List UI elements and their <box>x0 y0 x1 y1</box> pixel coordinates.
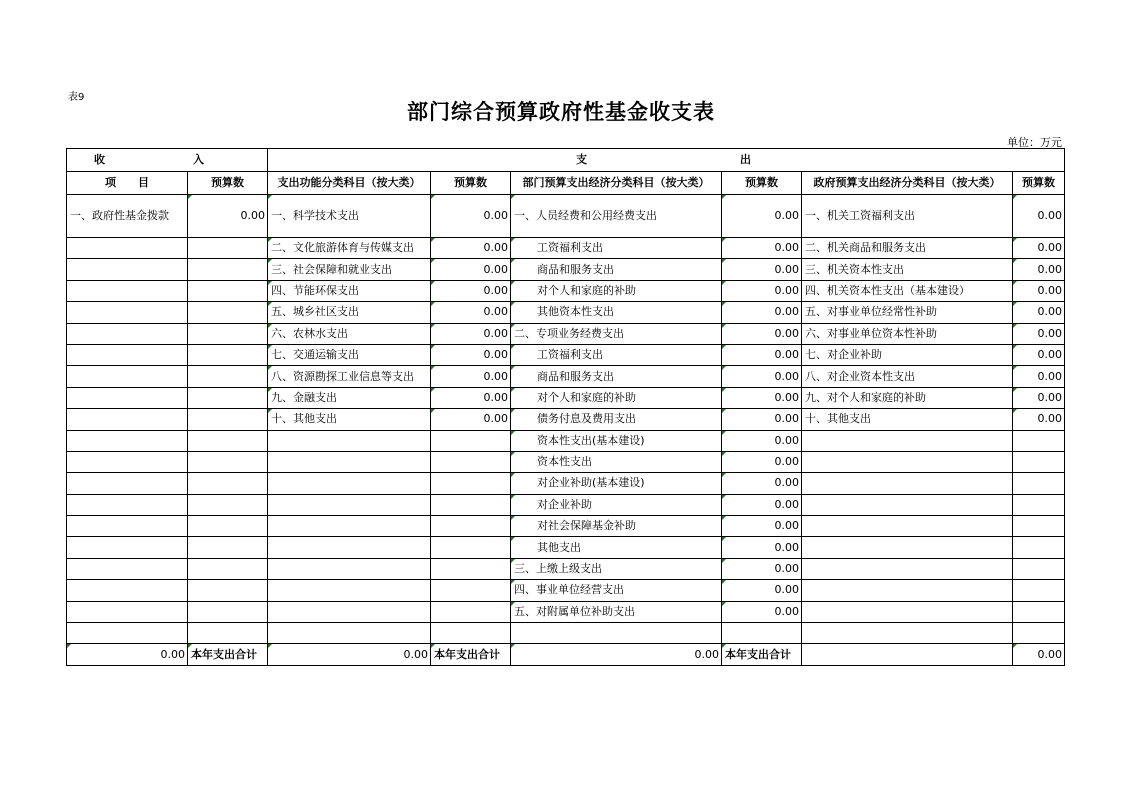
income-item-cell <box>67 409 188 430</box>
gov-econ-amount-cell: 0.00 <box>1013 409 1065 430</box>
col-header-item: 项 目 <box>67 172 188 195</box>
income-item-cell <box>67 451 188 472</box>
gov-econ-category-cell <box>802 558 1013 579</box>
gov-econ-category-cell <box>802 537 1013 558</box>
col-header-budget: 预算数 <box>188 172 268 195</box>
dept-econ-category-cell: 商品和服务支出 <box>511 259 722 280</box>
total-dept-amount: 0.00 <box>511 644 722 665</box>
income-amount-cell <box>188 344 268 365</box>
dept-econ-amount-cell: 0.00 <box>722 387 802 408</box>
gov-econ-amount-cell: 0.00 <box>1013 387 1065 408</box>
gov-econ-amount-cell <box>1013 451 1065 472</box>
income-amount-cell <box>188 473 268 494</box>
dept-econ-category-cell: 商品和服务支出 <box>511 366 722 387</box>
dept-econ-category-cell: 三、上缴上级支出 <box>511 558 722 579</box>
func-amount-cell <box>431 473 511 494</box>
expense-header-a: 支 <box>576 153 587 166</box>
gov-econ-category-cell <box>802 516 1013 537</box>
dept-econ-amount-cell: 0.00 <box>722 302 802 323</box>
dept-econ-category-cell: 其他支出 <box>511 537 722 558</box>
income-amount-cell <box>188 580 268 601</box>
income-amount-cell <box>188 323 268 344</box>
income-amount-cell <box>188 623 268 644</box>
expense-header-b: 出 <box>740 153 752 166</box>
income-amount-cell <box>188 430 268 451</box>
income-amount-cell <box>188 516 268 537</box>
dept-econ-category-cell: 一、人员经费和公用经费支出 <box>511 195 722 238</box>
income-amount-cell: 0.00 <box>188 195 268 238</box>
income-header <box>67 149 268 172</box>
func-category-cell: 九、金融支出 <box>268 387 431 408</box>
table-row <box>67 580 1065 601</box>
func-amount-cell <box>431 558 511 579</box>
func-amount-cell: 0.00 <box>431 409 511 430</box>
func-category-cell <box>268 494 431 515</box>
income-item-cell <box>67 387 188 408</box>
dept-econ-amount-cell: 0.00 <box>722 516 802 537</box>
dept-econ-category-cell: 对个人和家庭的补助 <box>511 280 722 301</box>
income-item-cell <box>67 494 188 515</box>
table-row <box>67 494 1065 515</box>
income-item-cell <box>67 623 188 644</box>
income-item-cell <box>67 558 188 579</box>
gov-econ-amount-cell: 0.00 <box>1013 323 1065 344</box>
dept-econ-category-cell: 对社会保障基金补助 <box>511 516 722 537</box>
income-item-cell <box>67 473 188 494</box>
income-amount-cell <box>188 387 268 408</box>
income-item-cell <box>67 302 188 323</box>
column-header-row <box>67 172 1065 195</box>
table-row <box>67 195 1065 238</box>
gov-econ-amount-cell <box>1013 494 1065 515</box>
total-label: 本年支出合计 <box>188 644 268 665</box>
total-func-amount: 0.00 <box>268 644 431 665</box>
total-label: 本年支出合计 <box>431 644 511 665</box>
income-item-cell <box>67 601 188 622</box>
gov-econ-category-cell: 八、对企业资本性支出 <box>802 366 1013 387</box>
income-item-cell <box>67 259 188 280</box>
dept-econ-category-cell: 其他资本性支出 <box>511 302 722 323</box>
gov-econ-category-cell <box>802 430 1013 451</box>
col-header-budget: 预算数 <box>1013 172 1065 195</box>
table-row <box>67 558 1065 579</box>
unit-label: 单位：万元 <box>1007 136 1062 149</box>
table-row <box>67 473 1065 494</box>
gov-econ-category-cell: 七、对企业补助 <box>802 344 1013 365</box>
income-item-cell <box>67 238 188 259</box>
gov-econ-category-cell: 二、机关商品和服务支出 <box>802 238 1013 259</box>
table-row <box>67 366 1065 387</box>
func-amount-cell: 0.00 <box>431 280 511 301</box>
func-amount-cell <box>431 430 511 451</box>
income-item-cell <box>67 430 188 451</box>
func-category-cell: 六、农林水支出 <box>268 323 431 344</box>
gov-econ-amount-cell <box>1013 430 1065 451</box>
dept-econ-amount-cell: 0.00 <box>722 366 802 387</box>
gov-econ-amount-cell <box>1013 473 1065 494</box>
total-gov-amount: 0.00 <box>1013 644 1065 665</box>
income-item-cell <box>67 344 188 365</box>
gov-econ-category-cell <box>802 451 1013 472</box>
income-amount-cell <box>188 494 268 515</box>
income-amount-cell <box>188 451 268 472</box>
gov-econ-category-cell: 六、对事业单位资本性补助 <box>802 323 1013 344</box>
gov-econ-category-cell <box>802 494 1013 515</box>
page-title: 部门综合预算政府性基金收支表 <box>407 99 715 124</box>
gov-econ-category-cell: 九、对个人和家庭的补助 <box>802 387 1013 408</box>
func-category-cell: 十、其他支出 <box>268 409 431 430</box>
total-label: 本年支出合计 <box>722 644 802 665</box>
func-amount-cell: 0.00 <box>431 238 511 259</box>
func-category-cell: 七、交通运输支出 <box>268 344 431 365</box>
func-amount-cell: 0.00 <box>431 366 511 387</box>
dept-econ-amount-cell: 0.00 <box>722 558 802 579</box>
total-income-amount: 0.00 <box>67 644 188 665</box>
dept-econ-category-cell <box>511 623 722 644</box>
table-row <box>67 280 1065 301</box>
table-row <box>67 323 1065 344</box>
func-category-cell: 二、文化旅游体育与传媒支出 <box>268 238 431 259</box>
col-header-gov-econ: 政府预算支出经济分类科目（按大类） <box>802 172 1013 195</box>
table-row <box>67 238 1065 259</box>
income-amount-cell <box>188 280 268 301</box>
gov-econ-amount-cell: 0.00 <box>1013 259 1065 280</box>
income-amount-cell <box>188 537 268 558</box>
func-amount-cell <box>431 537 511 558</box>
dept-econ-amount-cell: 0.00 <box>722 430 802 451</box>
gov-econ-amount-cell <box>1013 516 1065 537</box>
dept-econ-amount-cell: 0.00 <box>722 323 802 344</box>
func-amount-cell <box>431 580 511 601</box>
func-category-cell: 四、节能环保支出 <box>268 280 431 301</box>
gov-econ-category-cell <box>802 601 1013 622</box>
func-amount-cell <box>431 494 511 515</box>
income-amount-cell <box>188 302 268 323</box>
dept-econ-category-cell: 四、事业单位经营支出 <box>511 580 722 601</box>
income-header-a: 收 <box>94 153 105 166</box>
gov-econ-category-cell: 十、其他支出 <box>802 409 1013 430</box>
func-category-cell <box>268 451 431 472</box>
table-row <box>67 601 1065 622</box>
income-amount-cell <box>188 259 268 280</box>
table-number: 表9 <box>68 92 85 103</box>
func-category-cell <box>268 430 431 451</box>
gov-econ-amount-cell <box>1013 537 1065 558</box>
func-amount-cell: 0.00 <box>431 259 511 280</box>
gov-econ-amount-cell <box>1013 623 1065 644</box>
func-category-cell: 五、城乡社区支出 <box>268 302 431 323</box>
income-amount-cell <box>188 366 268 387</box>
gov-econ-amount-cell: 0.00 <box>1013 302 1065 323</box>
func-category-cell <box>268 516 431 537</box>
dept-econ-amount-cell: 0.00 <box>722 280 802 301</box>
func-amount-cell <box>431 451 511 472</box>
table-row <box>67 259 1065 280</box>
func-amount-cell: 0.00 <box>431 323 511 344</box>
table-row <box>67 409 1065 430</box>
dept-econ-category-cell: 工资福利支出 <box>511 344 722 365</box>
dept-econ-category-cell: 资本性支出(基本建设) <box>511 430 722 451</box>
income-item-cell <box>67 280 188 301</box>
func-category-cell: 一、科学技术支出 <box>268 195 431 238</box>
func-amount-cell <box>431 623 511 644</box>
col-header-dept-econ: 部门预算支出经济分类科目（按大类） <box>511 172 722 195</box>
dept-econ-amount-cell: 0.00 <box>722 494 802 515</box>
dept-econ-amount-cell <box>722 623 802 644</box>
dept-econ-amount-cell: 0.00 <box>722 409 802 430</box>
total-gov-blank <box>802 644 1013 665</box>
func-amount-cell: 0.00 <box>431 387 511 408</box>
gov-econ-amount-cell: 0.00 <box>1013 280 1065 301</box>
income-amount-cell <box>188 409 268 430</box>
income-header-b: 入 <box>193 153 204 166</box>
dept-econ-category-cell: 五、对附属单位补助支出 <box>511 601 722 622</box>
dept-econ-category-cell: 二、专项业务经费支出 <box>511 323 722 344</box>
header-row <box>67 149 1065 172</box>
dept-econ-amount-cell: 0.00 <box>722 473 802 494</box>
dept-econ-amount-cell: 0.00 <box>722 451 802 472</box>
income-amount-cell <box>188 238 268 259</box>
gov-econ-amount-cell: 0.00 <box>1013 344 1065 365</box>
table-row <box>67 623 1065 644</box>
dept-econ-category-cell: 对企业补助 <box>511 494 722 515</box>
gov-econ-amount-cell: 0.00 <box>1013 238 1065 259</box>
func-category-cell <box>268 537 431 558</box>
income-item-cell <box>67 323 188 344</box>
total-row <box>67 644 1065 665</box>
income-amount-cell <box>188 601 268 622</box>
income-item-cell <box>67 537 188 558</box>
col-header-func: 支出功能分类科目（按大类） <box>268 172 431 195</box>
dept-econ-amount-cell: 0.00 <box>722 344 802 365</box>
gov-econ-category-cell: 一、机关工资福利支出 <box>802 195 1013 238</box>
table-row <box>67 430 1065 451</box>
budget-table <box>66 148 1065 666</box>
func-amount-cell: 0.00 <box>431 195 511 238</box>
gov-econ-category-cell <box>802 580 1013 601</box>
func-amount-cell <box>431 601 511 622</box>
dept-econ-category-cell: 对企业补助(基本建设) <box>511 473 722 494</box>
dept-econ-amount-cell: 0.00 <box>722 238 802 259</box>
income-item-cell <box>67 366 188 387</box>
dept-econ-category-cell: 债务付息及费用支出 <box>511 409 722 430</box>
col-header-budget: 预算数 <box>722 172 802 195</box>
func-category-cell: 三、社会保障和就业支出 <box>268 259 431 280</box>
dept-econ-amount-cell: 0.00 <box>722 537 802 558</box>
dept-econ-amount-cell: 0.00 <box>722 580 802 601</box>
income-item-cell <box>67 516 188 537</box>
func-category-cell <box>268 473 431 494</box>
table-row <box>67 451 1065 472</box>
income-item-cell <box>67 580 188 601</box>
table-row <box>67 344 1065 365</box>
dept-econ-amount-cell: 0.00 <box>722 259 802 280</box>
gov-econ-category-cell <box>802 623 1013 644</box>
gov-econ-category-cell: 三、机关资本性支出 <box>802 259 1013 280</box>
gov-econ-category-cell: 五、对事业单位经常性补助 <box>802 302 1013 323</box>
gov-econ-category-cell: 四、机关资本性支出（基本建设） <box>802 280 1013 301</box>
gov-econ-category-cell <box>802 473 1013 494</box>
gov-econ-amount-cell <box>1013 558 1065 579</box>
func-amount-cell: 0.00 <box>431 302 511 323</box>
gov-econ-amount-cell <box>1013 580 1065 601</box>
income-amount-cell <box>188 558 268 579</box>
gov-econ-amount-cell: 0.00 <box>1013 366 1065 387</box>
dept-econ-amount-cell: 0.00 <box>722 195 802 238</box>
dept-econ-category-cell: 对个人和家庭的补助 <box>511 387 722 408</box>
table-row <box>67 387 1065 408</box>
func-amount-cell <box>431 516 511 537</box>
gov-econ-amount-cell <box>1013 601 1065 622</box>
func-category-cell <box>268 601 431 622</box>
col-header-budget: 预算数 <box>431 172 511 195</box>
func-category-cell <box>268 623 431 644</box>
table-row <box>67 302 1065 323</box>
gov-econ-amount-cell: 0.00 <box>1013 195 1065 238</box>
table-row <box>67 537 1065 558</box>
expense-header <box>268 149 1065 172</box>
dept-econ-category-cell: 工资福利支出 <box>511 238 722 259</box>
func-category-cell <box>268 580 431 601</box>
func-amount-cell: 0.00 <box>431 344 511 365</box>
table-row <box>67 516 1065 537</box>
income-item-cell: 一、政府性基金拨款 <box>67 195 188 238</box>
dept-econ-amount-cell: 0.00 <box>722 601 802 622</box>
dept-econ-category-cell: 资本性支出 <box>511 451 722 472</box>
func-category-cell <box>268 558 431 579</box>
func-category-cell: 八、资源勘探工业信息等支出 <box>268 366 431 387</box>
